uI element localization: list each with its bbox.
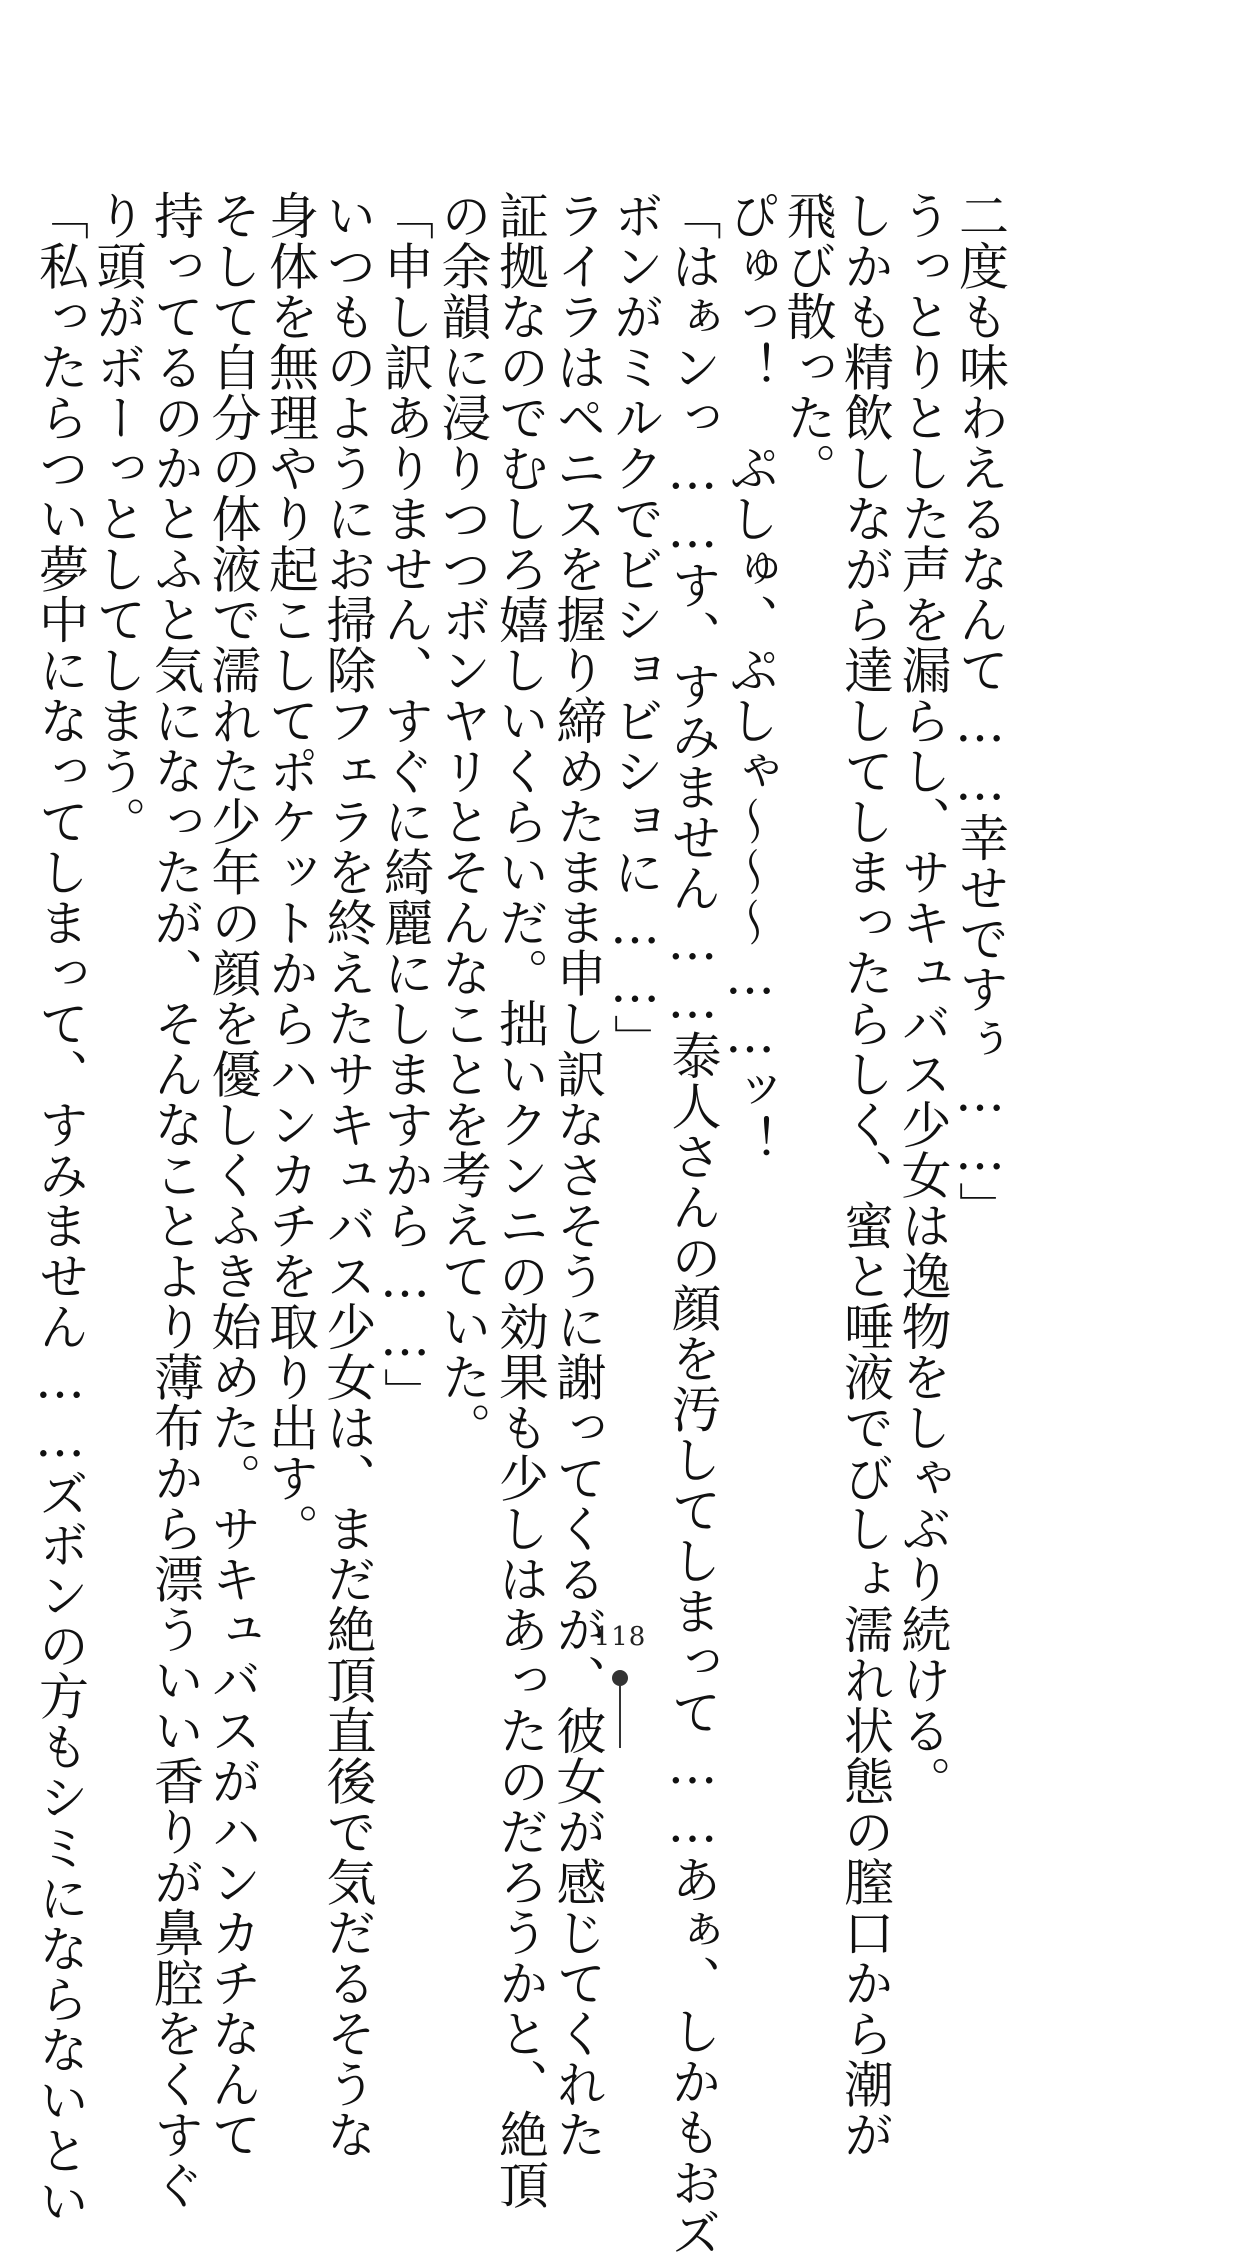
text-line: 「申し訳ありません、すぐに綺麗にしますから……」 [376,190,434,1418]
text-line: 「はぁンっ……す、すみません……泰人さんの顔を汚してしまって……あぁ、しかもおズ [663,190,722,2258]
text-line: 飛び散った。 [778,190,837,493]
text-line: 二度も味わえるなんて……幸せですぅ……」 [951,190,1009,1232]
text-line: の余韻に浸りつつボンヤリとそんなことを考えていた。 [433,190,492,1453]
text-line: しかも精飲しながら達してしまったらしく、蜜と唾液でびしょ濡れ状態の膣口から潮が [836,190,894,2160]
text-line: 証拠なのでむしろ嬉しいくらいだ。拙いクンニの効果も少しはあったのだろうかと、絶頂 [491,190,549,2210]
text-line: ライラはペニスを握り締めたまま申し訳なさそうに謝ってくるが、彼女が感じてくれた [548,190,607,2160]
text-line: り頭がボーっとしてしまう。 [88,190,147,847]
text-line: そして自分の体液で濡れた少年の顔を優しくふき始めた。サキュバスがハンカチなんて [203,190,262,2160]
page-marker-icon [612,1670,628,1748]
text-line: いつものようにお掃除フェラを終えたサキュバス少女は、まだ絶頂直後で気だるそうな [318,190,377,2160]
text-line: 「私ったらつい夢中になってしまって、すみません……ズボンの方もシミにならないとい [31,190,89,2226]
page-number: 118 [593,1622,647,1652]
text-line: ボンがミルクでビショビショに……」 [606,190,664,1065]
text-line: 持ってるのかとふと気になったが、そんなことより薄布から漂ういい香りが鼻腔をくすぐ [146,190,204,2210]
page-marker-stem [619,1684,621,1748]
text-line: うっとりとした声を漏らし、サキュバス少女は逸物をしゃぶり続ける。 [893,190,952,1806]
text-line: ぴゅっ！ ぷしゅ、ぷしゃ～～～……ッ！ [721,190,779,1166]
text-line: 身体を無理やり起こしてポケットからハンカチを取り出す。 [261,190,319,1554]
